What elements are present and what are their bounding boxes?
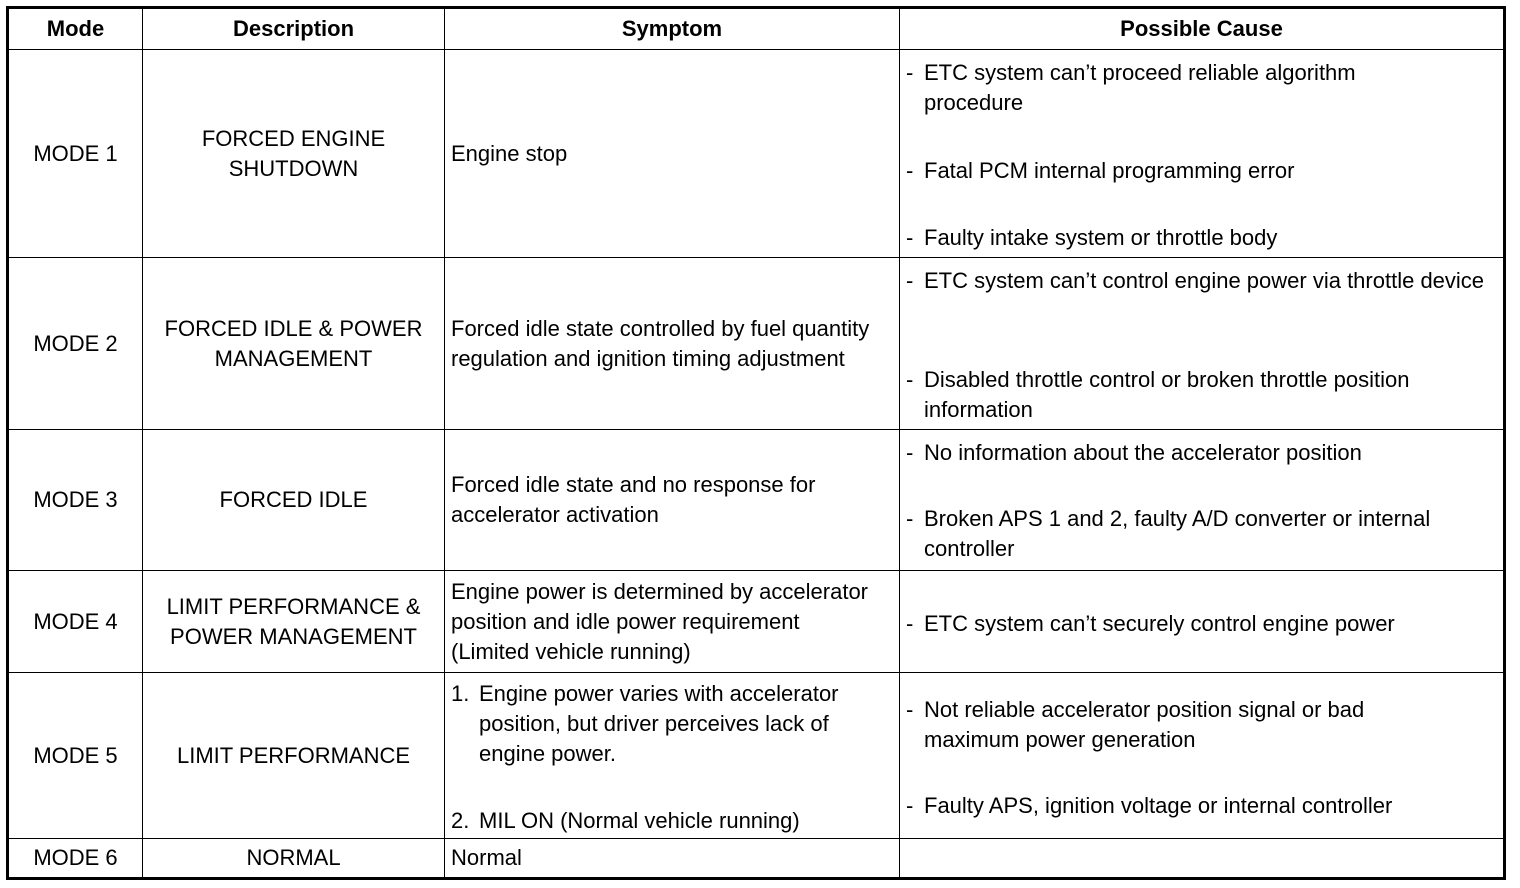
- bullet-dash: -: [906, 792, 914, 818]
- symptom-text: Normal: [451, 845, 522, 870]
- description-text: LIMIT PERFORMANCE & POWER MANAGEMENT: [166, 593, 421, 649]
- header-mode: Mode: [9, 9, 143, 50]
- description-text: FORCED IDLE & POWER MANAGEMENT: [164, 315, 423, 371]
- cause-cell: [900, 430, 1503, 571]
- cause-text: Faulty APS, ignition voltage or internal controller: [924, 792, 1393, 818]
- description-cell: [143, 571, 445, 673]
- symptom-cell: [445, 430, 900, 571]
- symptom-cell: [445, 839, 900, 877]
- cause-text: Disabled throttle control or broken throttle position information: [924, 367, 1410, 422]
- cause-item: [906, 365, 1497, 425]
- symptom-cell: [445, 258, 900, 430]
- symptom-item: [451, 679, 893, 769]
- symptom-text: MIL ON (Normal vehicle running): [479, 808, 800, 833]
- symptom-cell: [445, 50, 900, 258]
- bullet-dash: -: [906, 610, 914, 636]
- cause-text: ETC system can’t proceed reliable algorithm procedure: [924, 60, 1356, 115]
- cause-text: Broken APS 1 and 2, faulty A/D converter or internal controller: [924, 506, 1431, 561]
- header-description: Description: [143, 9, 445, 50]
- mode-cell: MODE 6: [9, 839, 143, 877]
- symptom-text: Engine stop: [451, 140, 568, 166]
- cause-item: [906, 266, 1497, 296]
- symptom-number: 2.: [451, 808, 470, 833]
- description-text: NORMAL: [246, 845, 341, 870]
- symptom-text: Forced idle state and no response for accelerator activation: [451, 472, 816, 527]
- bullet-dash: -: [906, 225, 914, 250]
- mode-cell: MODE 4: [9, 571, 143, 673]
- cause-cell: [900, 50, 1503, 258]
- cause-item: [906, 695, 1497, 755]
- bullet-dash: -: [906, 367, 914, 392]
- description-cell: [143, 673, 445, 839]
- etc-fail-safe-table: [6, 6, 1506, 880]
- symptom-text: Engine power varies with accelerator position, but driver perceives lack of engine power.: [479, 681, 839, 766]
- mode-cell: MODE 3: [9, 430, 143, 571]
- symptom-number: 1.: [451, 681, 470, 706]
- description-cell: [143, 258, 445, 430]
- symptom-cell: [445, 673, 900, 839]
- cause-text: Faulty intake system or throttle body: [924, 225, 1278, 250]
- description-text: LIMIT PERFORMANCE: [176, 742, 411, 768]
- description-cell: [143, 430, 445, 571]
- cause-text: ETC system can’t control engine power via throttle device: [924, 268, 1485, 293]
- symptom-text: Engine power is determined by accelerator position and idle power requirement (Limited vehicle running): [451, 578, 869, 664]
- bullet-dash: -: [906, 157, 914, 183]
- description-text: FORCED ENGINE SHUTDOWN: [201, 125, 386, 181]
- cause-item: [906, 156, 1497, 186]
- description-cell: [143, 839, 445, 877]
- cause-item: [906, 58, 1497, 118]
- cause-cell: [900, 258, 1503, 430]
- mode-cell: MODE 1: [9, 50, 143, 258]
- cause-text: Not reliable accelerator position signal or bad maximum power generation: [924, 696, 1365, 752]
- symptom-item: [451, 806, 893, 836]
- header-possible-cause: Possible Cause: [900, 9, 1503, 50]
- cause-cell: [900, 673, 1503, 839]
- symptom-text: Forced idle state controlled by fuel quantity regulation and ignition timing adjustment: [451, 315, 870, 371]
- cause-text: No information about the accelerator position: [924, 440, 1362, 465]
- cause-text: ETC system can’t securely control engine power: [924, 610, 1395, 636]
- bullet-dash: -: [906, 696, 914, 722]
- mode-cell: MODE 2: [9, 258, 143, 430]
- mode-cell: MODE 5: [9, 673, 143, 839]
- header-symptom: Symptom: [445, 9, 900, 50]
- cause-item: [906, 504, 1497, 564]
- bullet-dash: -: [906, 268, 914, 293]
- symptom-cell: [445, 571, 900, 673]
- cause-item: [906, 223, 1497, 253]
- description-cell: [143, 50, 445, 258]
- bullet-dash: -: [906, 506, 914, 531]
- cause-cell-empty: [900, 839, 1503, 877]
- cause-text: Fatal PCM internal programming error: [924, 157, 1295, 183]
- cause-item: [906, 609, 1497, 639]
- cause-cell: [900, 571, 1503, 673]
- cause-item: [906, 791, 1497, 821]
- cause-item: [906, 438, 1497, 468]
- bullet-dash: -: [906, 440, 914, 465]
- description-text: FORCED IDLE: [219, 487, 368, 512]
- bullet-dash: -: [906, 60, 914, 85]
